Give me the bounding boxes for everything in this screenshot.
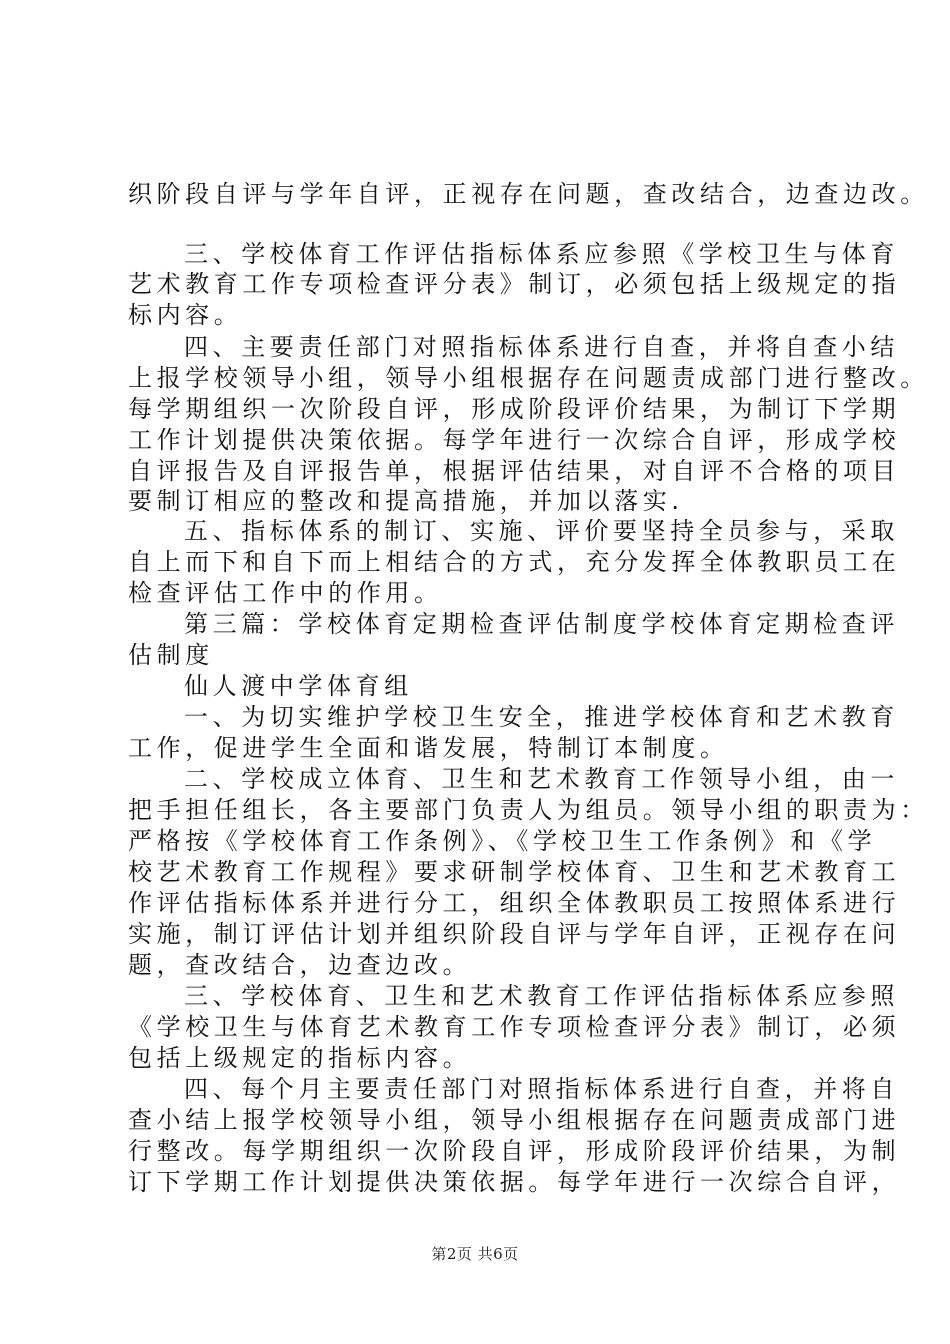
- text-line: 作评估指标体系并进行分工，组织全体教职员工按照体系进行: [128, 889, 901, 917]
- text-line: 校艺术教育工作规程》要求研制学校体育、卫生和艺术教育工: [128, 858, 901, 886]
- text-line: 严格按《学校体育工作条例》、《学校卫生工作条例》和《学: [128, 827, 877, 855]
- text-line: 工作计划提供决策依据。每学年进行一次综合自评，形成学校: [128, 426, 901, 454]
- text-line: 包括上级规定的指标内容。: [128, 1044, 472, 1072]
- section-heading: 第三篇：学校体育定期检查评估制度学校体育定期检查评: [184, 610, 899, 638]
- text-line: 要制订相应的整改和提高措施，并加以落实.: [128, 487, 684, 515]
- page-number-footer: 第2页 共6页: [431, 1245, 519, 1263]
- text-line: 四、每个月主要责任部门对照指标体系进行自查，并将自: [184, 1075, 899, 1103]
- text-line: 织阶段自评与学年自评，正视存在问题，查改结合，边查边改。: [128, 180, 929, 208]
- text-line: 一、为切实维护学校卫生安全，推进学校体育和艺术教育: [184, 703, 899, 731]
- text-line: 上报学校领导小组，领导小组根据存在问题责成部门进行整改。: [128, 364, 929, 392]
- text-line: 把手担任组长，各主要部门负责人为组员。领导小组的职责为：: [128, 796, 929, 824]
- text-line: 实施，制订评估计划并组织阶段自评与学年自评，正视存在问: [128, 920, 901, 948]
- text-line: 二、学校成立体育、卫生和艺术教育工作领导小组，由一: [184, 765, 899, 793]
- text-line: 工作，促进学生全面和谐发展，特制订本制度。: [128, 734, 729, 762]
- text-line: 《学校卫生与体育艺术教育工作专项检查评分表》制订，必须: [128, 1013, 901, 1041]
- text-line: 标内容。: [128, 301, 243, 329]
- text-line: 自上而下和自下而上相结合的方式，充分发挥全体教职员工在: [128, 548, 901, 576]
- author-line: 仙人渡中学体育组: [184, 672, 413, 700]
- text-line: 三、学校体育、卫生和艺术教育工作评估指标体系应参照: [184, 982, 899, 1010]
- text-line: 订下学期工作计划提供决策依据。每学年进行一次综合自评，: [128, 1168, 901, 1196]
- text-line: 每学期组织一次阶段自评，形成阶段评价结果，为制订下学期: [128, 395, 901, 423]
- text-line: 自评报告及自评报告单，根据评估结果，对自评不合格的项目: [128, 457, 901, 485]
- text-line: 五、指标体系的制订、实施、评价要坚持全员参与，采取: [184, 517, 899, 545]
- text-line: 行整改。每学期组织一次阶段自评，形成阶段评价结果，为制: [128, 1137, 901, 1165]
- text-line: 题，查改结合，边查边改。: [128, 951, 472, 979]
- text-line: 检查评估工作中的作用。: [128, 579, 443, 607]
- text-line: 三、学校体育工作评估指标体系应参照《学校卫生与体育: [184, 240, 899, 268]
- section-heading: 估制度: [128, 641, 214, 669]
- text-line: 四、主要责任部门对照指标体系进行自查，并将自查小结: [184, 333, 899, 361]
- text-line: 查小结上报学校领导小组，领导小组根据存在问题责成部门进: [128, 1106, 901, 1134]
- text-line: 艺术教育工作专项检查评分表》制订，必须包括上级规定的指: [128, 270, 901, 298]
